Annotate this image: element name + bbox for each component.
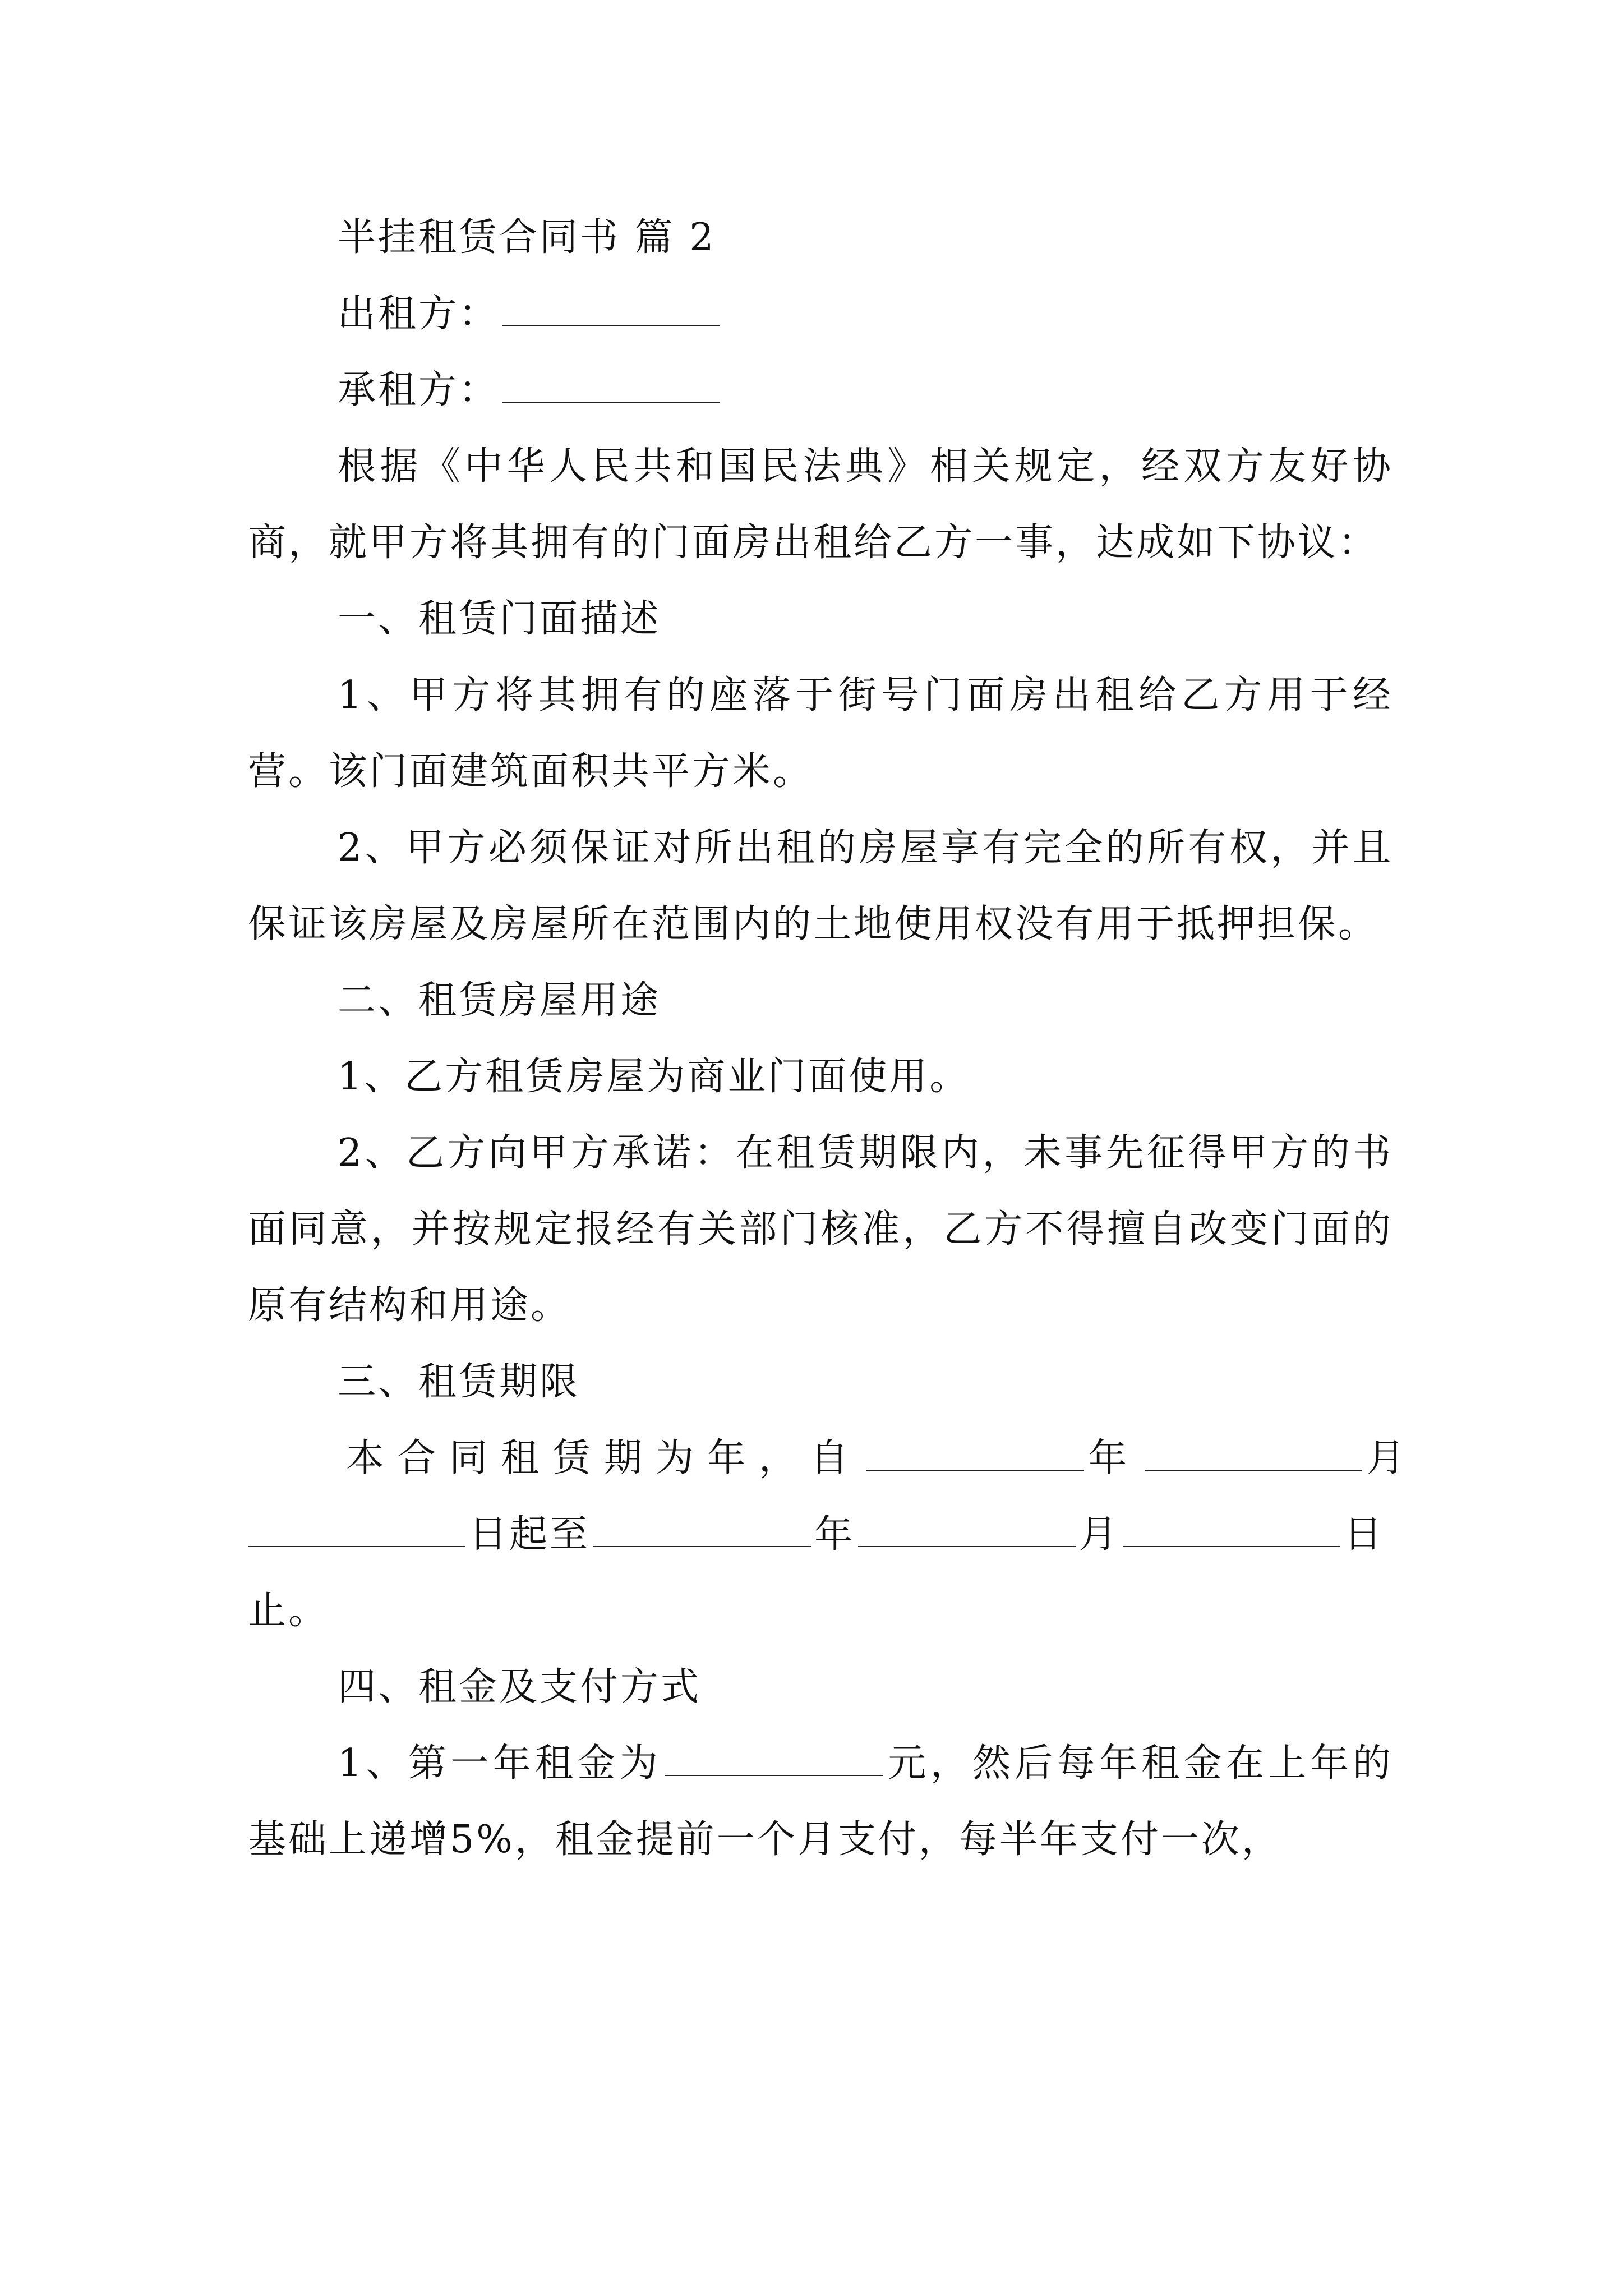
lease-term-line-1 xyxy=(248,1420,1419,1497)
section-4-heading: 四、租金及支付方式 xyxy=(338,1665,702,1709)
intro-paragraph: 根据《中华人民共和国民法典》相关规定，经双方友好协商，就甲方将其拥有的门面房出租给乙方一事，达成如下协议： xyxy=(248,444,1393,565)
section-3-heading: 三、租赁期限 xyxy=(338,1360,580,1404)
rent-text-a: 1、第一年租金为 xyxy=(338,1741,662,1786)
document-title: 半挂租赁合同书 篇 2 xyxy=(338,215,716,260)
lease-term-text: 本合同租赁期为年，自 xyxy=(346,1436,863,1480)
lessee-line xyxy=(248,352,1393,429)
end-day-blank xyxy=(1123,1512,1340,1547)
lessor-line xyxy=(248,276,1393,352)
lease-term-line-2 xyxy=(248,1497,1393,1573)
lessor-label: 出租方： xyxy=(338,292,500,336)
section-1-item-1: 1、甲方将其拥有的座落于街号门面房出租给乙方用于经营。该门面建筑面积共平方米。 xyxy=(248,673,1393,794)
start-month-blank xyxy=(1145,1436,1362,1471)
lessee-label: 承租方： xyxy=(338,368,500,412)
month-label: 月 xyxy=(1367,1436,1419,1480)
day-from-label: 日起至 xyxy=(469,1512,591,1557)
section-1-heading: 一、租赁门面描述 xyxy=(338,597,661,641)
lessor-blank xyxy=(502,292,720,326)
section-4-item-1 xyxy=(248,1726,1393,1878)
year-label: 年 xyxy=(1089,1436,1141,1480)
start-day-blank xyxy=(248,1512,465,1547)
section-2-item-2: 2、乙方向甲方承诺：在租赁期限内，未事先征得甲方的书面同意，并按规定报经有关部门核准，乙方不得擅自改变门面的原有结构和用途。 xyxy=(248,1131,1393,1328)
rent-amount-blank xyxy=(665,1741,883,1776)
end-month-label: 月 xyxy=(1079,1512,1120,1557)
section-2-item-1: 1、乙方租赁房屋为商业门面使用。 xyxy=(338,1055,970,1099)
section-2-heading: 二、租赁房屋用途 xyxy=(338,978,661,1023)
lease-term-end: 止。 xyxy=(248,1589,329,1633)
end-year-blank xyxy=(593,1512,811,1547)
end-year-label: 年 xyxy=(814,1512,855,1557)
lessee-blank xyxy=(502,368,720,403)
start-year-blank xyxy=(866,1436,1084,1471)
rent-text-b: 元，然后每年租金在上年的基础上递增5%，租金提前一个月支付，每半年支付一次， xyxy=(248,1741,1393,1862)
section-1-item-2: 2、甲方必须保证对所出租的房屋享有完全的所有权，并且保证该房屋及房屋所在范围内的土地使用权没有用于抵押担保。 xyxy=(248,826,1393,946)
end-month-blank xyxy=(858,1512,1076,1547)
end-day-label: 日 xyxy=(1344,1512,1385,1557)
